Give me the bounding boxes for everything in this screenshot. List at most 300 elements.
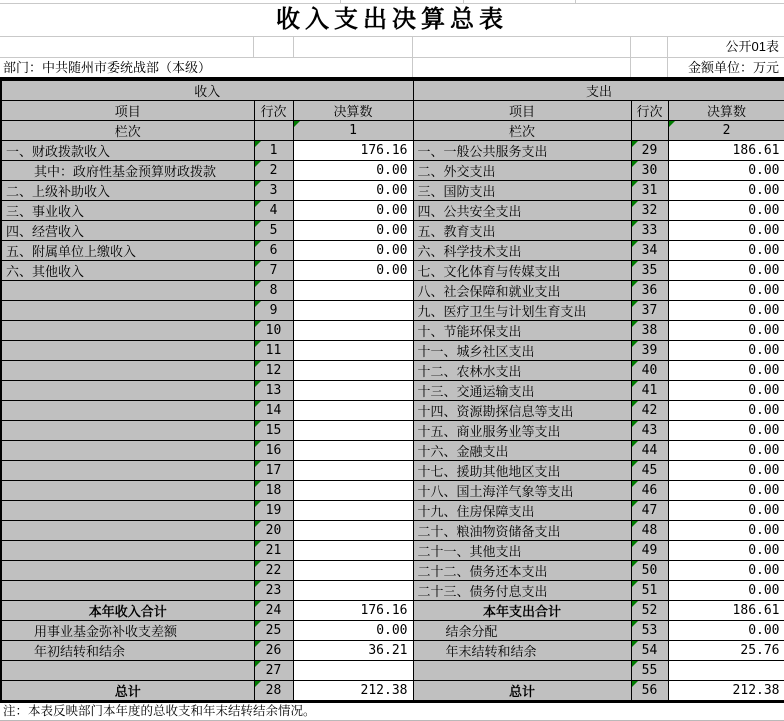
page-title: 收入支出决算总表 — [0, 4, 784, 37]
meta-row-sheet — [0, 37, 784, 58]
income-rownum-cell — [254, 561, 293, 581]
cell-marker-icon — [632, 221, 638, 227]
cell-marker-icon — [255, 181, 261, 187]
income-item-cell — [1, 561, 254, 581]
gridline — [575, 0, 576, 3]
income-column-index-cell — [293, 121, 413, 141]
income-rownum: 16 — [265, 443, 282, 458]
cell-marker-icon — [632, 421, 638, 427]
income-amount-cell — [293, 481, 413, 501]
income-rownum-cell — [254, 401, 293, 421]
expense-item-cell: 三、国防支出 — [413, 181, 631, 201]
income-rownum-cell — [254, 261, 293, 281]
expense-item-cell: 二十一、其他支出 — [413, 541, 631, 561]
expense-item-cell: 十四、资源勘探信息等支出 — [413, 401, 631, 421]
income-amount-cell — [293, 381, 413, 401]
cell-marker-icon — [632, 401, 638, 407]
table-row — [1, 461, 784, 481]
expense-rownum-cell — [631, 161, 668, 181]
income-item-cell: 三、事业收入 — [1, 201, 254, 221]
income-item-cell — [1, 281, 254, 301]
expense-item-cell: 十二、农林水支出 — [413, 361, 631, 381]
cell-marker-icon — [632, 601, 638, 607]
cell-marker-icon — [255, 521, 261, 527]
table-row — [1, 481, 784, 501]
gridline — [412, 58, 413, 77]
expense-item-cell: 十、节能环保支出 — [413, 321, 631, 341]
gridline — [253, 37, 254, 57]
table-row — [1, 680, 784, 701]
footer-note: 注：本表反映部门本年度的总收支和年末结转结余情况。 — [0, 703, 784, 721]
expense-amount-cell: 0.00 — [668, 441, 784, 461]
cell-marker-icon — [255, 661, 261, 667]
income-amount-cell: 0.00 — [293, 241, 413, 261]
expense-amount-cell: 0.00 — [668, 161, 784, 181]
expense-amount-cell: 0.00 — [668, 481, 784, 501]
income-item-cell: 本年收入合计 — [1, 601, 254, 621]
income-amount-cell: 212.38 — [293, 680, 413, 701]
table-row — [1, 641, 784, 661]
income-rownum-cell — [254, 341, 293, 361]
income-amount-cell — [293, 341, 413, 361]
expense-rownum: 30 — [641, 163, 658, 178]
income-rownum: 2 — [269, 163, 278, 178]
cell-marker-icon — [632, 681, 638, 687]
expense-rownum-cell — [631, 201, 668, 221]
income-amount-cell — [293, 441, 413, 461]
expense-rownum: 52 — [641, 603, 658, 618]
expense-amount-cell: 0.00 — [668, 261, 784, 281]
table-row — [1, 441, 784, 461]
income-amount-cell: 36.21 — [293, 641, 413, 661]
expense-item-cell: 六、科学技术支出 — [413, 241, 631, 261]
table-row — [1, 601, 784, 621]
income-amount-cell — [293, 541, 413, 561]
gridline — [340, 0, 341, 3]
table-row — [1, 301, 784, 321]
expense-item-cell: 二十三、债务付息支出 — [413, 581, 631, 601]
expense-rownum: 29 — [641, 143, 658, 158]
income-amount-cell: 0.00 — [293, 221, 413, 241]
expense-item-cell: 结余分配 — [413, 621, 631, 641]
cell-marker-icon — [255, 221, 261, 227]
income-rownum-cell — [254, 521, 293, 541]
expense-amount-cell: 0.00 — [668, 321, 784, 341]
income-rownum: 22 — [265, 563, 282, 578]
expense-amount-cell: 0.00 — [668, 581, 784, 601]
gridline — [412, 37, 413, 57]
income-rownum: 15 — [265, 423, 282, 438]
gridline — [463, 0, 464, 3]
table-row — [1, 361, 784, 381]
expense-rownum-cell — [631, 401, 668, 421]
income-amount-cell — [293, 301, 413, 321]
table-row — [1, 421, 784, 441]
cell-marker-icon — [632, 641, 638, 647]
section-header-row — [1, 81, 784, 101]
cell-marker-icon — [632, 141, 638, 147]
income-rownum-column-header: 行次 — [254, 101, 293, 121]
income-amount-cell: 176.16 — [293, 601, 413, 621]
expense-rownum: 32 — [641, 203, 658, 218]
income-rownum-cell — [254, 281, 293, 301]
expense-amount-cell: 0.00 — [668, 341, 784, 361]
income-amount-cell — [293, 561, 413, 581]
income-index-rownum-cell — [254, 121, 293, 141]
expense-amount-cell: 0.00 — [668, 501, 784, 521]
expense-item-cell: 年末结转和结余 — [413, 641, 631, 661]
cell-marker-icon — [255, 621, 261, 627]
cell-marker-icon — [632, 561, 638, 567]
income-rownum-cell — [254, 680, 293, 701]
expense-amount-cell: 0.00 — [668, 561, 784, 581]
cell-marker-icon — [632, 201, 638, 207]
table-row — [1, 181, 784, 201]
expense-rownum: 43 — [641, 423, 658, 438]
cell-marker-icon — [632, 541, 638, 547]
expense-amount-cell: 25.76 — [668, 641, 784, 661]
meta-row-department — [0, 58, 784, 80]
expense-rownum: 33 — [641, 223, 658, 238]
expense-rownum-cell — [631, 181, 668, 201]
expense-item-cell: 本年支出合计 — [413, 601, 631, 621]
cell-marker-icon — [632, 481, 638, 487]
gridline — [630, 37, 631, 57]
cell-marker-icon — [255, 241, 261, 247]
income-item-cell: 其中：政府性基金预算财政拨款 — [1, 161, 254, 181]
table-row — [1, 241, 784, 261]
income-item-cell — [1, 461, 254, 481]
cell-marker-icon — [632, 181, 638, 187]
income-amount-cell — [293, 581, 413, 601]
cell-marker-icon — [255, 261, 261, 267]
income-rownum: 1 — [269, 143, 278, 158]
cell-marker-icon — [255, 561, 261, 567]
income-rownum-cell — [254, 581, 293, 601]
expense-rownum-cell — [631, 680, 668, 701]
income-rownum-cell — [254, 461, 293, 481]
cell-marker-icon — [632, 261, 638, 267]
income-rownum: 3 — [269, 183, 278, 198]
income-amount-cell — [293, 421, 413, 441]
expense-rownum-cell — [631, 321, 668, 341]
income-amount-column-header: 决算数 — [293, 101, 413, 121]
income-amount-cell: 0.00 — [293, 261, 413, 281]
expense-amount-cell: 0.00 — [668, 221, 784, 241]
table-row — [1, 521, 784, 541]
expense-rownum-cell — [631, 461, 668, 481]
income-rownum: 20 — [265, 523, 282, 538]
expense-amount-cell: 0.00 — [668, 381, 784, 401]
income-rownum-cell — [254, 641, 293, 661]
expense-amount-cell: 0.00 — [668, 461, 784, 481]
expense-item-cell: 十三、交通运输支出 — [413, 381, 631, 401]
cell-marker-icon — [632, 661, 638, 667]
gridline — [667, 37, 668, 57]
expense-rownum-cell — [631, 241, 668, 261]
expense-amount-cell: 0.00 — [668, 181, 784, 201]
expense-item-cell: 十五、商业服务业等支出 — [413, 421, 631, 441]
income-item-cell — [1, 581, 254, 601]
expense-item-column-header: 项目 — [413, 101, 631, 121]
income-item-cell: 六、其他收入 — [1, 261, 254, 281]
table-row — [1, 161, 784, 181]
cell-marker-icon — [255, 421, 261, 427]
expense-rownum: 31 — [641, 183, 658, 198]
income-item-cell — [1, 361, 254, 381]
expense-item-cell: 十一、城乡社区支出 — [413, 341, 631, 361]
income-item-cell — [1, 501, 254, 521]
income-rownum-cell — [254, 221, 293, 241]
expense-rownum: 42 — [641, 403, 658, 418]
income-item-cell — [1, 321, 254, 341]
column-index-row — [1, 121, 784, 141]
expense-rownum: 48 — [641, 523, 658, 538]
unit-label: 金额单位：万元 — [687, 60, 779, 75]
cell-marker-icon — [632, 381, 638, 387]
expense-item-cell: 一、一般公共服务支出 — [413, 141, 631, 161]
expense-item-cell: 十八、国土海洋气象等支出 — [413, 481, 631, 501]
cell-marker-icon — [255, 281, 261, 287]
income-item-cell — [1, 421, 254, 441]
income-rownum: 17 — [265, 463, 282, 478]
income-item-cell — [1, 541, 254, 561]
income-rownum: 21 — [265, 543, 282, 558]
income-index-label: 栏次 — [1, 121, 254, 141]
income-item-column-header: 项目 — [1, 101, 254, 121]
expense-amount-cell: 0.00 — [668, 401, 784, 421]
table-row — [1, 141, 784, 161]
expense-rownum-cell — [631, 541, 668, 561]
expense-amount-cell: 0.00 — [668, 361, 784, 381]
income-column-index: 1 — [349, 123, 357, 138]
cell-marker-icon — [632, 361, 638, 367]
income-rownum: 9 — [269, 303, 278, 318]
income-amount-cell — [293, 281, 413, 301]
department-label: 部门：中共随州市委统战部（本级） — [3, 60, 212, 75]
cell-marker-icon — [255, 301, 261, 307]
income-rownum-cell — [254, 481, 293, 501]
cell-marker-icon — [632, 301, 638, 307]
expense-rownum: 45 — [641, 463, 658, 478]
expense-rownum-cell — [631, 641, 668, 661]
expense-rownum: 34 — [641, 243, 658, 258]
expense-rownum: 37 — [641, 303, 658, 318]
cell-marker-icon — [255, 321, 261, 327]
expense-rownum: 36 — [641, 283, 658, 298]
expense-rownum-cell — [631, 521, 668, 541]
expense-amount-cell: 186.61 — [668, 141, 784, 161]
expense-amount-column-header: 决算数 — [668, 101, 784, 121]
expense-rownum-cell — [631, 141, 668, 161]
expense-rownum-cell — [631, 381, 668, 401]
income-amount-cell: 0.00 — [293, 201, 413, 221]
cell-marker-icon — [632, 241, 638, 247]
expense-amount-cell: 0.00 — [668, 241, 784, 261]
expense-rownum: 35 — [641, 263, 658, 278]
income-rownum: 26 — [265, 643, 282, 658]
cell-marker-icon — [632, 521, 638, 527]
income-rownum: 13 — [265, 383, 282, 398]
income-amount-cell — [293, 321, 413, 341]
income-amount-cell: 0.00 — [293, 161, 413, 181]
income-amount-cell: 176.16 — [293, 141, 413, 161]
cell-marker-icon — [255, 461, 261, 467]
income-item-cell: 总计 — [1, 680, 254, 701]
income-item-cell: 四、经营收入 — [1, 221, 254, 241]
column-header-row — [1, 101, 784, 121]
expense-rownum: 47 — [641, 503, 658, 518]
gridline — [293, 37, 294, 57]
income-rownum-cell — [254, 241, 293, 261]
expense-amount-cell — [668, 661, 784, 681]
table-row — [1, 261, 784, 281]
income-item-cell — [1, 481, 254, 501]
cell-marker-icon — [255, 381, 261, 387]
expense-rownum: 54 — [641, 643, 658, 658]
expense-item-cell: 七、文化体育与传媒支出 — [413, 261, 631, 281]
cell-marker-icon — [255, 541, 261, 547]
income-rownum: 4 — [269, 203, 278, 218]
expense-rownum: 56 — [641, 682, 658, 698]
expense-rownum-cell — [631, 261, 668, 281]
expense-column-index: 2 — [722, 123, 731, 138]
income-rownum: 5 — [269, 223, 278, 238]
cell-marker-icon — [255, 601, 261, 607]
table-row — [1, 661, 784, 681]
table-row — [1, 201, 784, 221]
income-rownum-cell — [254, 381, 293, 401]
expense-rownum: 46 — [641, 483, 658, 498]
expense-rownum-cell — [631, 341, 668, 361]
expense-rownum-cell — [631, 501, 668, 521]
income-item-cell: 用事业基金弥补收支差额 — [1, 621, 254, 641]
income-item-cell: 一、财政拨款收入 — [1, 141, 254, 161]
income-rownum-cell — [254, 541, 293, 561]
income-rownum: 12 — [265, 363, 282, 378]
income-rownum-cell — [254, 501, 293, 521]
cell-marker-icon — [255, 501, 261, 507]
expense-item-cell: 四、公共安全支出 — [413, 201, 631, 221]
expense-section-header: 支出 — [413, 81, 784, 101]
income-rownum-cell — [254, 161, 293, 181]
table-row — [1, 321, 784, 341]
expense-item-cell: 二十二、债务还本支出 — [413, 561, 631, 581]
income-rownum: 19 — [265, 503, 282, 518]
income-amount-cell — [293, 401, 413, 421]
income-rownum-cell — [254, 181, 293, 201]
income-rownum: 10 — [265, 323, 282, 338]
expense-rownum: 50 — [641, 563, 658, 578]
cell-marker-icon — [255, 641, 261, 647]
expense-index-label: 栏次 — [413, 121, 631, 141]
expense-index-rownum-cell — [631, 121, 668, 141]
table-row — [1, 621, 784, 641]
expense-amount-cell: 0.00 — [668, 281, 784, 301]
income-rownum: 8 — [269, 283, 278, 298]
income-item-cell — [1, 341, 254, 361]
income-rownum: 14 — [265, 403, 282, 418]
expense-rownum-cell — [631, 621, 668, 641]
income-rownum-cell — [254, 601, 293, 621]
cell-marker-icon — [632, 621, 638, 627]
income-item-cell — [1, 401, 254, 421]
income-section-header: 收入 — [1, 81, 413, 101]
cell-marker-icon — [255, 361, 261, 367]
income-item-cell — [1, 441, 254, 461]
expense-amount-cell: 0.00 — [668, 421, 784, 441]
expense-item-cell: 总计 — [413, 680, 631, 701]
expense-amount-cell: 212.38 — [668, 680, 784, 701]
cell-marker-icon — [255, 201, 261, 207]
income-rownum-cell — [254, 141, 293, 161]
expense-rownum-cell — [631, 581, 668, 601]
table-row — [1, 541, 784, 561]
expense-item-cell — [413, 661, 631, 681]
income-rownum-cell — [254, 421, 293, 441]
cell-marker-icon — [294, 121, 300, 127]
cell-marker-icon — [669, 121, 675, 127]
income-rownum: 6 — [269, 243, 278, 258]
income-rownum-cell — [254, 201, 293, 221]
income-rownum-cell — [254, 441, 293, 461]
expense-rownum-cell — [631, 301, 668, 321]
expense-rownum-cell — [631, 561, 668, 581]
table-row — [1, 501, 784, 521]
cell-marker-icon — [255, 141, 261, 147]
income-rownum: 24 — [265, 603, 282, 618]
cell-marker-icon — [632, 441, 638, 447]
income-rownum: 25 — [265, 623, 282, 638]
income-item-cell: 二、上级补助收入 — [1, 181, 254, 201]
expense-rownum: 53 — [641, 623, 658, 638]
expense-amount-cell: 0.00 — [668, 301, 784, 321]
income-amount-cell — [293, 461, 413, 481]
expense-item-cell: 五、教育支出 — [413, 221, 631, 241]
expense-rownum-cell — [631, 601, 668, 621]
expense-item-cell: 十九、住房保障支出 — [413, 501, 631, 521]
income-item-cell — [1, 301, 254, 321]
expense-rownum-cell — [631, 361, 668, 381]
expense-rownum: 41 — [641, 383, 658, 398]
income-item-cell: 五、附属单位上缴收入 — [1, 241, 254, 261]
sheet-number-label: 公开01表 — [725, 39, 779, 54]
income-rownum: 27 — [265, 662, 282, 678]
expense-rownum: 51 — [641, 583, 658, 598]
expense-item-cell: 二、外交支出 — [413, 161, 631, 181]
cell-marker-icon — [255, 161, 261, 167]
income-rownum: 7 — [269, 263, 278, 278]
table-row — [1, 341, 784, 361]
table-row — [1, 581, 784, 601]
cell-marker-icon — [255, 401, 261, 407]
income-item-cell: 年初结转和结余 — [1, 641, 254, 661]
expense-column-index-cell — [668, 121, 784, 141]
income-rownum: 23 — [265, 583, 282, 598]
expense-amount-cell: 0.00 — [668, 621, 784, 641]
expense-rownum-cell — [631, 281, 668, 301]
expense-rownum-cell — [631, 481, 668, 501]
table-row — [1, 281, 784, 301]
table-row — [1, 561, 784, 581]
gridline — [667, 58, 668, 77]
expense-rownum-cell — [631, 441, 668, 461]
income-rownum-cell — [254, 621, 293, 641]
expense-rownum: 49 — [641, 543, 658, 558]
cell-marker-icon — [255, 441, 261, 447]
cell-marker-icon — [255, 581, 261, 587]
income-amount-cell — [293, 501, 413, 521]
